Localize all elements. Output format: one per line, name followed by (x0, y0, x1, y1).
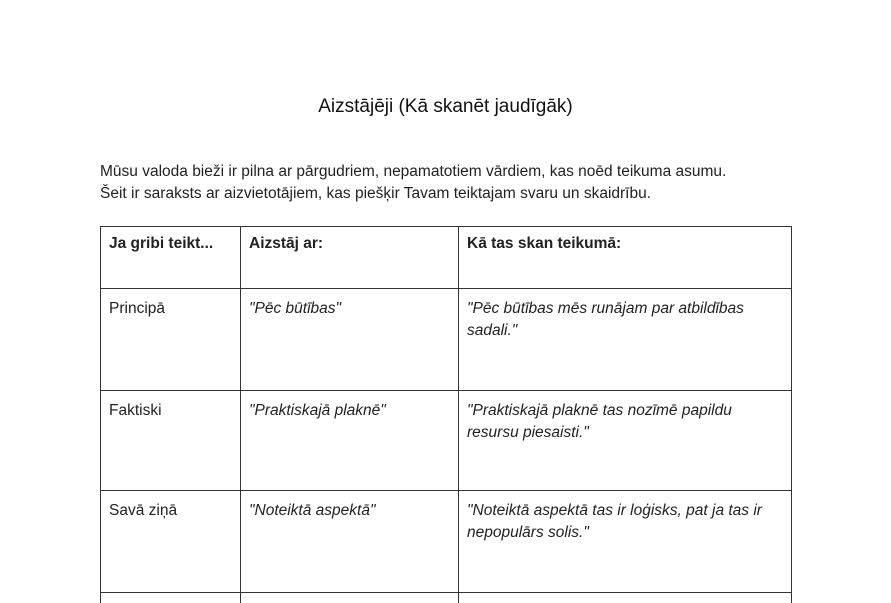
cell-replacement: "Pēc būtības" (241, 289, 459, 391)
cell-example: "Praktiskajā plaknē tas nozīmē papildu resursu piesaisti." (459, 391, 792, 491)
header-cell-original: Ja gribi teikt... (101, 227, 241, 289)
intro-line: Šeit ir saraksts ar aizvietotājiem, kas piešķir Tavam teiktajam svaru un skaidrību. (100, 185, 652, 202)
header-cell-example: Kā tas skan teikumā: (459, 227, 792, 289)
cell-replacement: "Noteiktā aspektā" (241, 491, 459, 593)
cell-replacement (241, 593, 459, 603)
table-row (101, 491, 792, 593)
document-title: Aizstājēji (Kā skanēt jaudīgāk) (318, 96, 573, 117)
cell-original: Savā ziņā (101, 491, 241, 593)
table-row (101, 391, 792, 491)
table-header-row (101, 227, 792, 289)
cell-original: Principā (101, 289, 241, 391)
cell-original (101, 593, 241, 603)
cell-example: "Pēc būtības mēs runājam par atbildības sadali." (459, 289, 792, 391)
cell-example (459, 593, 792, 603)
intro-paragraph (100, 161, 820, 205)
header-cell-replacement: Aizstāj ar: (241, 227, 459, 289)
table-row (101, 289, 792, 391)
replacement-table (100, 226, 792, 603)
cell-example: "Noteiktā aspektā tas ir loģisks, pat ja tas ir nepopulārs solis." (459, 491, 792, 593)
cell-replacement: "Praktiskajā plaknē" (241, 391, 459, 491)
cell-original: Faktiski (101, 391, 241, 491)
intro-line: Mūsu valoda bieži ir pilna ar pārgudriem, nepamatotiem vārdiem, kas noēd teikuma asumu. (100, 163, 727, 180)
table-row (101, 593, 792, 603)
